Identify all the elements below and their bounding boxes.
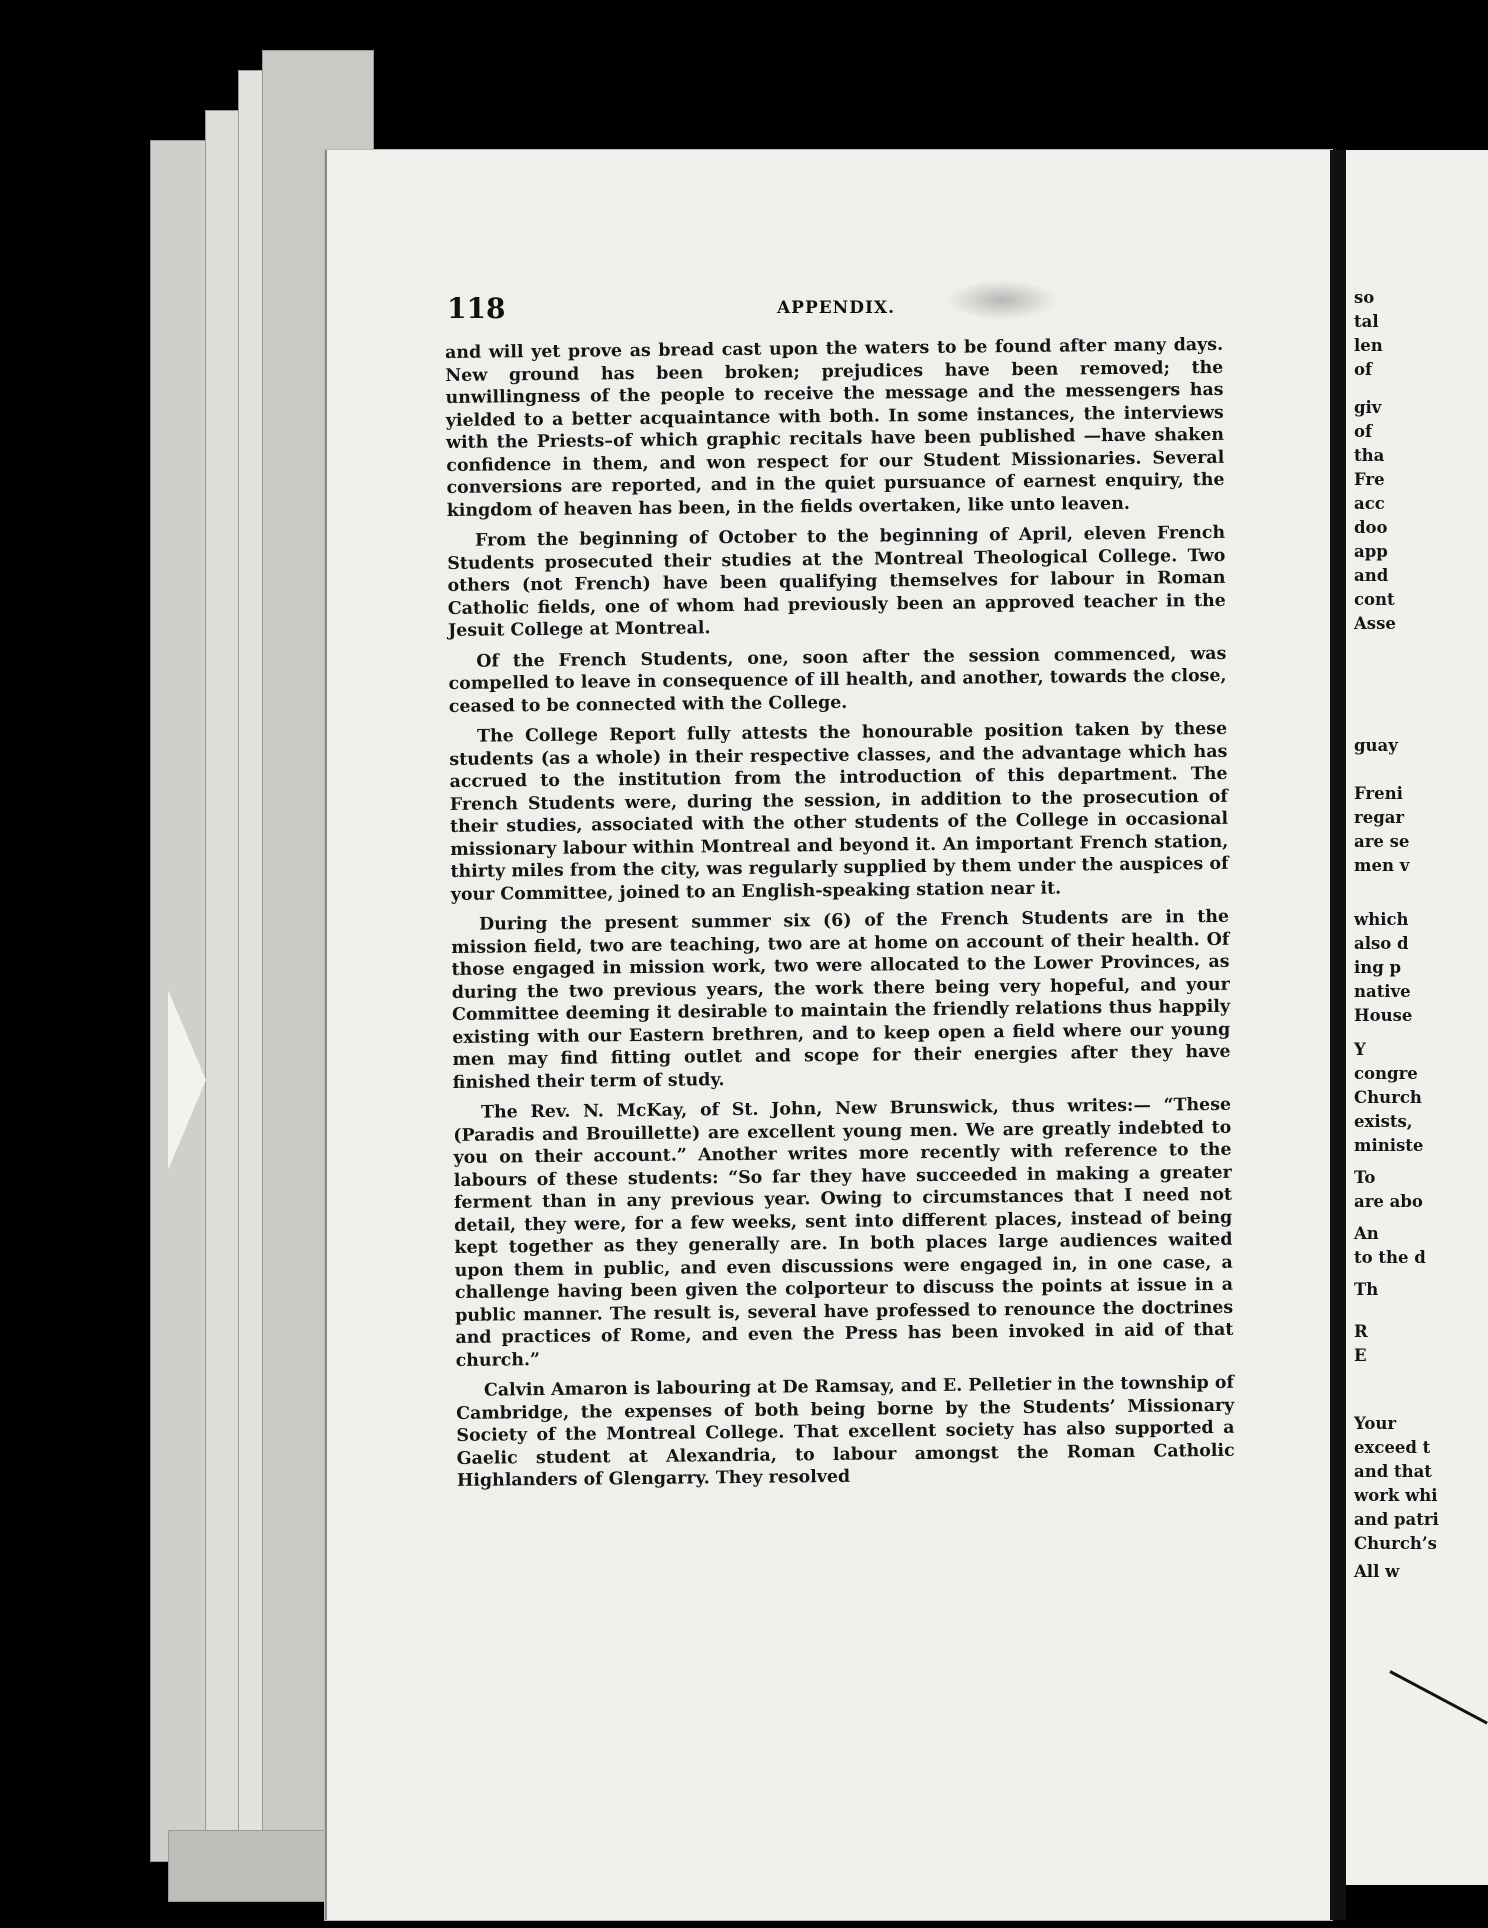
right-fragment: exceed t [1354, 1438, 1431, 1457]
right-fragment: acc [1354, 494, 1385, 513]
right-fragment: congre [1354, 1064, 1418, 1083]
right-fragment: ing p [1354, 958, 1402, 977]
right-fragment: Y [1354, 1040, 1366, 1059]
right-fragment: giv [1354, 398, 1382, 417]
right-fragment: E [1354, 1346, 1367, 1365]
paragraph: and will yet prove as bread cast upon the waters to be found after many days. New ground has been broken; prejudices have been removed; the unwillingness of the people to receive the message and the messengers has yielded to a better acquaintance with both. In some instances, the interviews with the Priests–of which graphic recitals have been published —have shaken confidence in them, and won respect for our Student Missionaries. Several conversions are reported, and in the quiet pursuance of earnest enquiry, the kingdom of heaven has been, in the fields overtaken, like unto leaven. [445, 334, 1225, 521]
right-fragment: are se [1354, 832, 1410, 851]
right-fragment: guay [1354, 736, 1398, 755]
paragraph: The Rev. N. McKay, of St. John, New Brunswick, thus writes:— “These (Paradis and Brouillette) are excellent young men. We are greatly indebted to you on their account.” Another writes more recently with reference to the labours of these students: “So far they have succeeded in making a greater ferment than in any previous year. Owing to circumstances that I need not detail, they were, for a few weeks, sent into different places, instead of being kept together as they generally are. In both places large audiences waited upon them in public, and even discussions were engaged in, in one case, a challenge having been given the colporteur to discuss the points at issue in a public manner. The result is, several have professed to renounce the doctrines and practices of Rome, and even the Press has been invoked in aid of that church.” [453, 1094, 1234, 1371]
right-fragment: regar [1354, 808, 1405, 827]
right-fragment: House [1354, 1006, 1413, 1025]
right-fragment: All w [1354, 1562, 1400, 1581]
paragraph: From the beginning of October to the beginning of April, eleven French Students prosecuted their studies at the Montreal Theological College. Two others (not French) have been qualifying themselves for labour in Roman Catholic fields, one of whom had previously been an approved teacher in the Jesuit College at Montreal. [447, 522, 1226, 641]
right-fragment: also d [1354, 934, 1409, 953]
right-fragment: Freni [1354, 784, 1403, 803]
right-fragment: and patri [1354, 1510, 1439, 1529]
right-fragment: Asse [1354, 614, 1396, 633]
page-header [447, 292, 1225, 332]
right-fragment: ministe [1354, 1136, 1424, 1155]
right-fragment: which [1354, 910, 1409, 929]
right-fragment: An [1354, 1224, 1379, 1243]
paragraph: The College Report fully attests the honourable position taken by these students (as a whole) in their respective classes, and the advantage which has accrued to the institution from the introduction of this department. The French Students were, during the session, in addition to the prosecution of their studies, associated with the other students of the College in occasional missionary labour within Montreal and beyond it. An important French station, thirty miles from the city, was regularly supplied by them under the auspices of your Committee, joined to an English-speaking station near it. [449, 718, 1229, 905]
right-fragment: work whi [1354, 1486, 1438, 1505]
right-fragment: men v [1354, 856, 1410, 875]
facing-page [1346, 150, 1488, 1885]
right-fragment: Church [1354, 1088, 1422, 1107]
right-fragment: tal [1354, 312, 1379, 331]
right-fragment: Your [1354, 1414, 1397, 1433]
right-fragment: Th [1354, 1280, 1379, 1299]
paragraph: During the present summer six (6) of the French Students are in the mission field, two are teaching, two are at home on account of their health. Of those engaged in mission work, two were allocated to the Lower Provinces, as during the two previous years, the work there being very hopeful, and your Committee deeming it desirable to maintain the friendly relations thus happily existing with our Eastern brethren, and to keep open a field where our young men may find fitting outlet and scope for their energies after they have finished their term of study. [451, 906, 1231, 1093]
right-fragment: of [1354, 360, 1373, 379]
right-fragment: to the d [1354, 1248, 1426, 1267]
right-fragment: Church’s [1354, 1534, 1437, 1553]
main-page [325, 150, 1332, 1920]
right-fragment: are abo [1354, 1192, 1423, 1211]
right-fragment: To [1354, 1168, 1376, 1187]
running-head: APPENDIX. [776, 298, 896, 318]
folded-tab [168, 990, 206, 1170]
right-fragment: len [1354, 336, 1383, 355]
right-fragment: so [1354, 288, 1375, 307]
right-fragment: and that [1354, 1462, 1432, 1481]
right-fragment: doo [1354, 518, 1388, 537]
right-fragment: cont [1354, 590, 1395, 609]
right-fragment: R [1354, 1322, 1368, 1341]
right-fragment: Fre [1354, 470, 1385, 489]
paragraph: Calvin Amaron is labouring at De Ramsay, and E. Pelletier in the township of Cambridge, the expenses of both being borne by the Students’ Missionary Society of the Montreal College. That excellent society has also supported a Gaelic student at Alexandria, to labour amongst the Roman Catholic Highlanders of Glengarry. They resolved [456, 1372, 1235, 1491]
body-text [445, 334, 1235, 1501]
book-gutter [1330, 150, 1346, 1920]
right-fragment: native [1354, 982, 1411, 1001]
paragraph: Of the French Students, one, soon after the session commenced, was compelled to leave in consequence of ill health, and another, towards the close, ceased to be connected with the College. [448, 643, 1227, 717]
page-number: 118 [447, 292, 506, 325]
right-fragment: of [1354, 422, 1373, 441]
right-fragment: exists, [1354, 1112, 1413, 1131]
right-fragment: tha [1354, 446, 1385, 465]
right-fragment: app [1354, 542, 1388, 561]
right-fragment: and [1354, 566, 1389, 585]
